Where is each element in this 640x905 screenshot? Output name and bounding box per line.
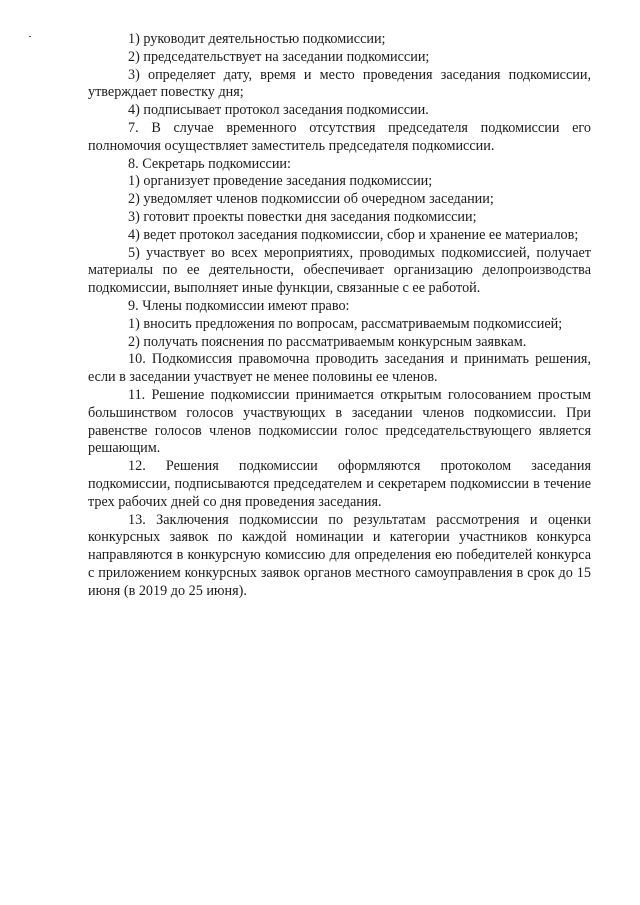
secretary-item-2: 2) уведомляет членов подкомиссии об очередном заседании; [128,191,494,208]
secretary-item-4: 4) ведет протокол заседания подкомиссии, сбор и хранение ее материалов; [128,226,579,243]
clause-7: 7. В случае временного отсутствия председателя подкомиссии его полномочия осуществляет заместитель председателя подкомиссии. [88,119,591,154]
clause-9-heading: 9. Члены подкомиссии имеют право: [128,297,350,314]
item-1-leads: 1) руководит деятельностью подкомиссии; [128,31,386,47]
item-2-chairs: 2) председательствует на заседании подкомиссии; [128,48,430,65]
rights-item-1: 1) вносить предложения по вопросам, рассматриваемым подкомиссией; [128,315,563,332]
scan-speck [29,36,31,37]
clause-12: 12. Решения подкомиссии оформляются протоколом заседания подкомиссии, подписываются председателем и секретарем подкомиссии в течение трех рабочих дней со дня проведения заседания. [88,458,591,510]
clause-8-heading: 8. Секретарь подкомиссии: [128,155,291,172]
document-page [88,31,591,601]
clause-11: 11. Решение подкомиссии принимается открытым голосованием простым большинством голосов участвующих в заседании членов подкомиссии. При равенстве голосов членов подкомиссии голос председательствующего является решающим. [88,386,591,457]
rights-item-2: 2) получать пояснения по рассматриваемым конкурсным заявкам. [128,333,527,350]
secretary-item-1: 1) организует проведение заседания подкомиссии; [128,173,433,190]
item-4-signs-protocol: 4) подписывает протокол заседания подкомиссии. [128,102,429,119]
clause-13: 13. Заключения подкомиссии по результатам рассмотрения и оценки конкурсных заявок по каждой номинации и категории участников конкурса направляются в конкурсную комиссию для определения ею победителей конкурса с приложением конкурсных заявок органов местного самоуправления в срок до 15 июня (в 2019 до 25 июня). [88,511,591,599]
clause-10: 10. Подкомиссия правомочна проводить заседания и принимать решения, если в заседании участвует не менее половины ее членов. [88,351,591,386]
secretary-item-3: 3) готовит проекты повестки дня заседания подкомиссии; [128,208,477,225]
secretary-item-5: 5) участвует во всех мероприятиях, проводимых подкомиссией, получает материалы по ее деятельности, обеспечивает организацию делопроизводства подкомиссии, выполняет иные функции, связанные с ее работой. [88,244,591,297]
item-3-sets-date: 3) определяет дату, время и место проведения заседания подкомиссии, утверждает повестку дня; [88,66,591,101]
